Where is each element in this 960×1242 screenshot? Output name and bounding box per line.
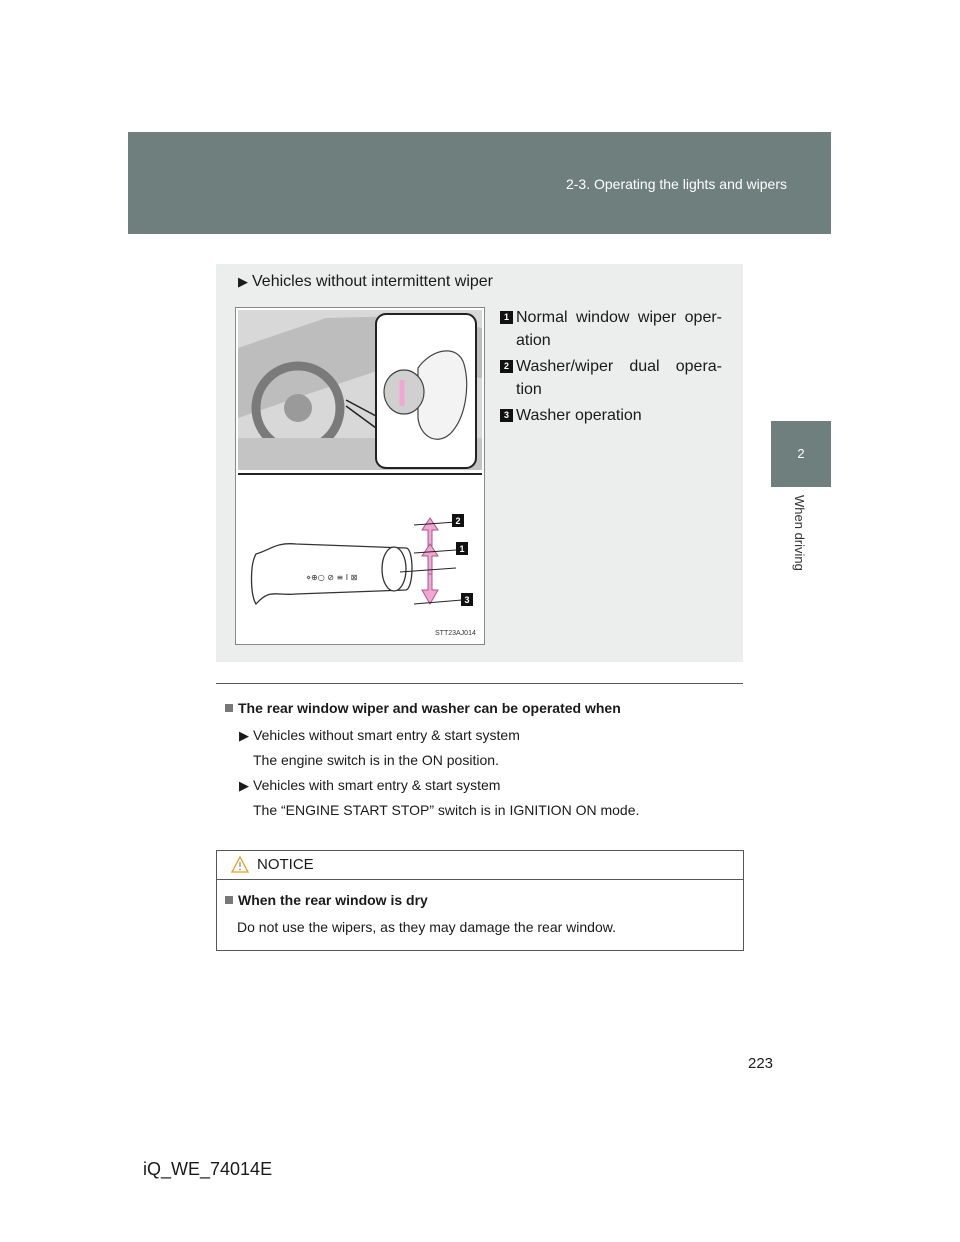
callout-2: 2 xyxy=(455,516,461,526)
notice-title-text: NOTICE xyxy=(257,856,314,873)
document-code: iQ_WE_74014E xyxy=(143,1159,273,1179)
note-detail: The “ENGINE START STOP” switch is in IGNITION ON mode. xyxy=(253,802,640,818)
triangle-bullet-icon: ▶ xyxy=(238,274,248,289)
callout-1: 1 xyxy=(459,544,465,554)
arrow-down-icon xyxy=(422,574,438,604)
section-header-bar xyxy=(128,132,831,234)
wiper-figure xyxy=(235,307,485,645)
notice-body xyxy=(217,880,743,940)
notice-heading-text: When the rear window is dry xyxy=(238,892,428,908)
chapter-tab xyxy=(771,421,831,487)
note-detail: The engine switch is in the ON position. xyxy=(253,752,499,768)
figure-code: STT23AJ014 xyxy=(435,630,476,637)
legend-number: 2 xyxy=(500,360,513,373)
notice-heading xyxy=(225,892,743,908)
callout-3: 3 xyxy=(464,595,470,605)
notice-text: Do not use the wipers, as they may damage the rear window. xyxy=(237,919,616,935)
panel-heading xyxy=(238,273,493,291)
legend-text: Normal window wiper oper-ation xyxy=(516,309,722,349)
notice-title xyxy=(217,851,743,880)
page-number: 223 xyxy=(748,1055,774,1072)
note-condition xyxy=(225,773,745,798)
figure-legend xyxy=(500,306,722,430)
triangle-bullet-icon: ▶ xyxy=(239,778,249,793)
warning-icon xyxy=(231,856,249,873)
legend-item xyxy=(500,355,722,401)
operation-notes xyxy=(225,700,745,823)
panel-heading-text: Vehicles without intermittent wiper xyxy=(252,273,493,290)
section-title: 2-3. Operating the lights and wipers xyxy=(565,176,787,192)
wiper-illustration xyxy=(236,308,484,644)
notice-box xyxy=(216,850,744,951)
chapter-number: 2 xyxy=(797,446,805,461)
condition-label: Vehicles without smart entry & start system xyxy=(253,727,520,743)
svg-text:⋄⊕○ ⊘ ≡ I ⊠: ⋄⊕○ ⊘ ≡ I ⊠ xyxy=(306,573,358,582)
legend-item xyxy=(500,306,722,352)
legend-number: 3 xyxy=(500,409,513,422)
square-bullet-icon xyxy=(225,704,233,712)
chapter-label: When driving xyxy=(792,495,807,571)
section-divider xyxy=(216,683,743,684)
condition-label: Vehicles with smart entry & start system xyxy=(253,777,501,793)
notes-heading-text: The rear window wiper and washer can be operated when xyxy=(238,700,621,716)
notes-heading xyxy=(225,700,745,716)
square-bullet-icon xyxy=(225,896,233,904)
triangle-bullet-icon: ▶ xyxy=(239,728,249,743)
note-condition xyxy=(225,723,745,748)
legend-item xyxy=(500,404,722,427)
legend-text: Washer/wiper dual opera-tion xyxy=(516,358,722,398)
legend-number: 1 xyxy=(500,311,513,324)
legend-text: Washer operation xyxy=(516,407,642,424)
